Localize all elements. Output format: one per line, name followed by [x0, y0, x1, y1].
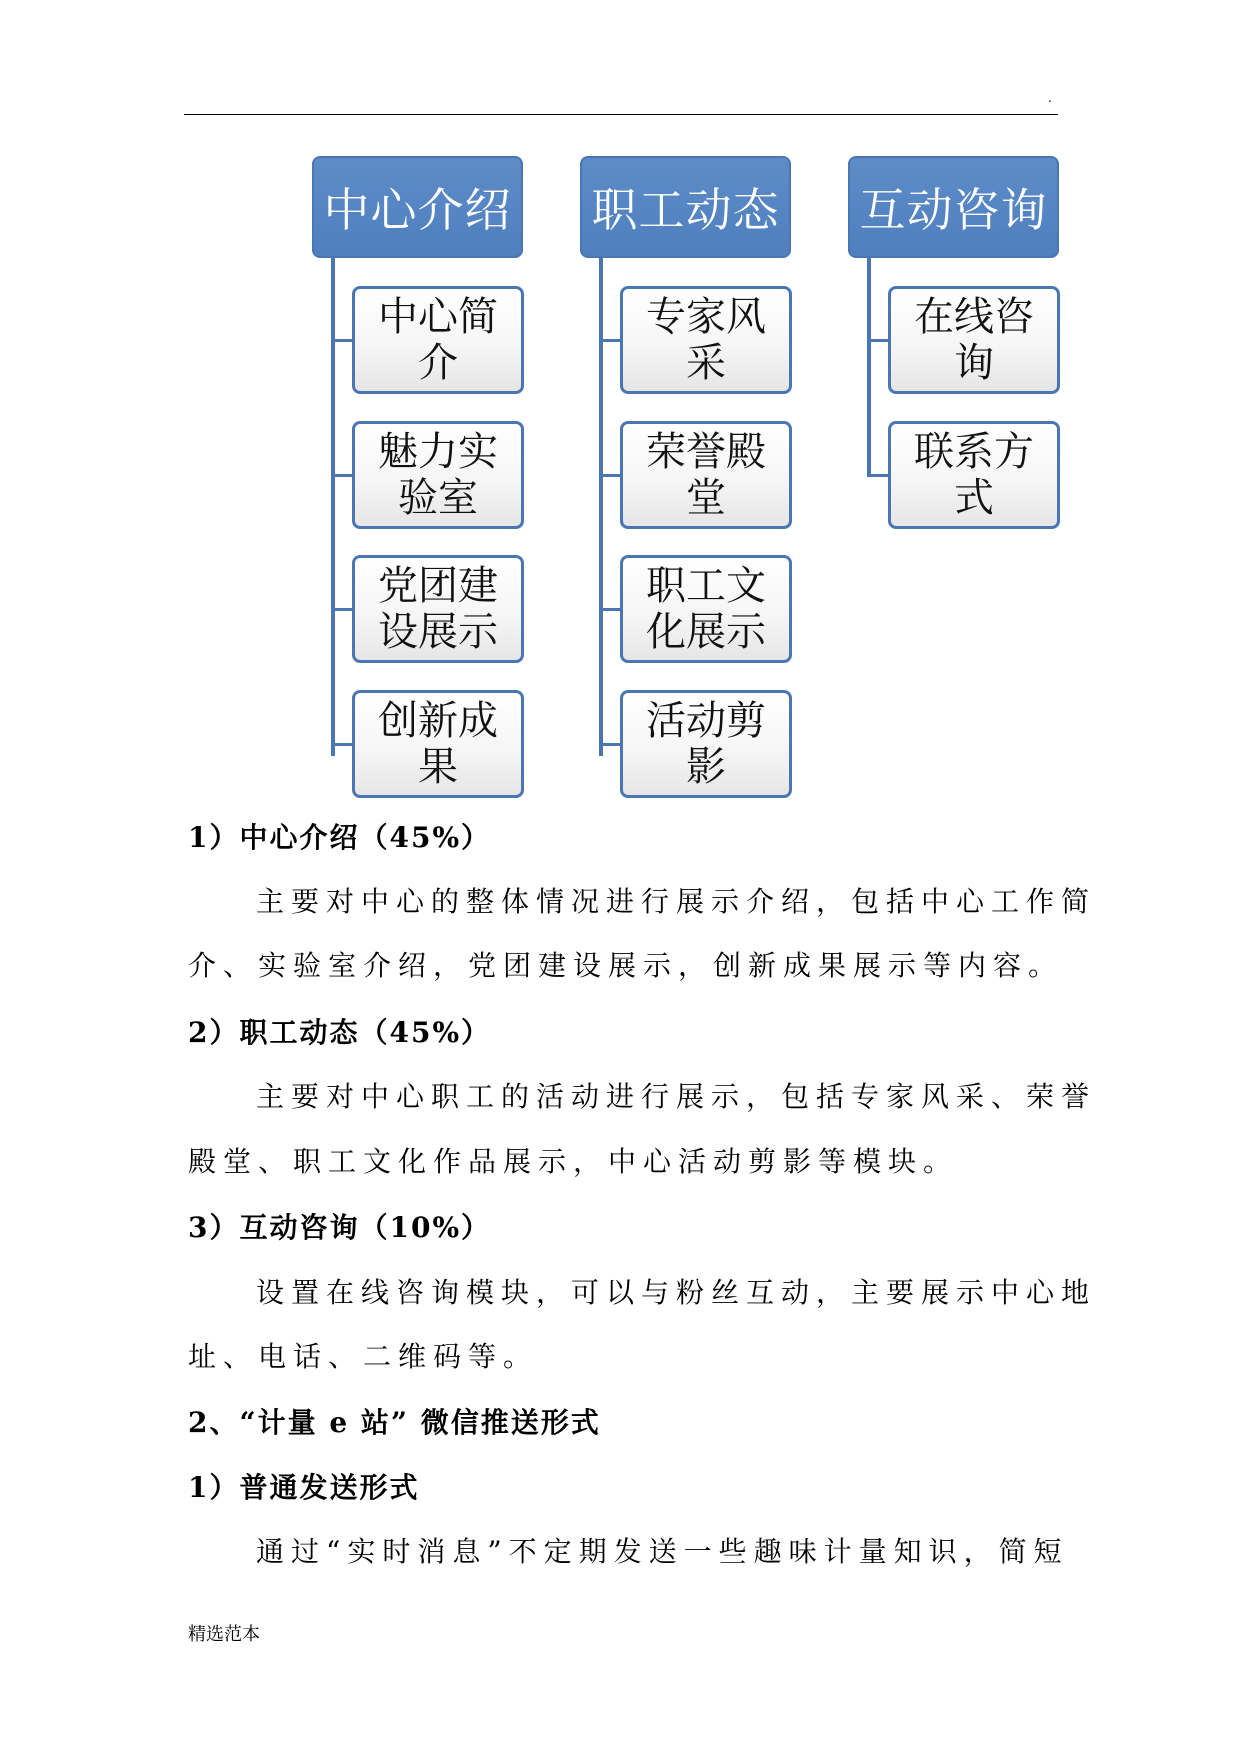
org-title-staff: 职工动态 [580, 156, 791, 258]
connector-branch [331, 339, 354, 342]
section-heading: 2）职工动态（45%） [188, 1016, 492, 1049]
connector-branch [331, 474, 354, 477]
section-heading: 1）中心介绍（45%） [188, 821, 492, 854]
org-item: 中心简介 [352, 286, 524, 394]
org-item: 联系方式 [888, 421, 1060, 529]
paragraph-line: 址、电话、二维码等。 [188, 1340, 539, 1373]
connector-branch [599, 743, 622, 746]
org-item: 党团建设展示 [352, 555, 524, 663]
paragraph-line: 主要对中心的整体情况进行展示介绍，包括中心工作简 [256, 885, 1097, 918]
org-item: 创新成果 [352, 690, 524, 798]
paragraph-line: 殿堂、职工文化作品展示，中心活动剪影等模块。 [188, 1145, 959, 1178]
section-heading: 3）互动咨询（10%） [188, 1211, 492, 1244]
connector-branch [331, 743, 354, 746]
connector-line [867, 256, 871, 476]
header-rule [184, 114, 1058, 115]
section-heading: 1）普通发送形式 [188, 1471, 420, 1504]
org-item: 专家风采 [620, 286, 792, 394]
org-item: 荣誉殿堂 [620, 421, 792, 529]
org-title-intro: 中心介绍 [312, 156, 523, 258]
connector-branch [599, 608, 622, 611]
connector-line [599, 256, 603, 756]
org-item: 活动剪影 [620, 690, 792, 798]
connector-branch [331, 608, 354, 611]
footer-label: 精选范本 [188, 1624, 260, 1645]
org-item: 在线咨询 [888, 286, 1060, 394]
org-item: 魅力实验室 [352, 421, 524, 529]
paragraph-line: 通过“实时消息”不定期发送一些趣味计量知识，简短 [256, 1535, 1069, 1568]
org-item: 职工文化展示 [620, 555, 792, 663]
paragraph-line: 设置在线咨询模块，可以与粉丝互动，主要展示中心地 [256, 1276, 1097, 1309]
paragraph-line: 介、实验室介绍，党团建设展示，创新成果展示等内容。 [188, 949, 1064, 982]
connector-branch [599, 339, 622, 342]
header-dot: . [1048, 91, 1052, 105]
paragraph-line: 主要对中心职工的活动进行展示，包括专家风采、荣誉 [256, 1080, 1097, 1113]
org-title-interact: 互动咨询 [848, 156, 1059, 258]
connector-branch [867, 474, 890, 477]
connector-branch [599, 474, 622, 477]
connector-line [331, 256, 335, 756]
connector-branch [867, 339, 890, 342]
section-heading: 2、“计量 e 站” 微信推送形式 [188, 1406, 601, 1439]
